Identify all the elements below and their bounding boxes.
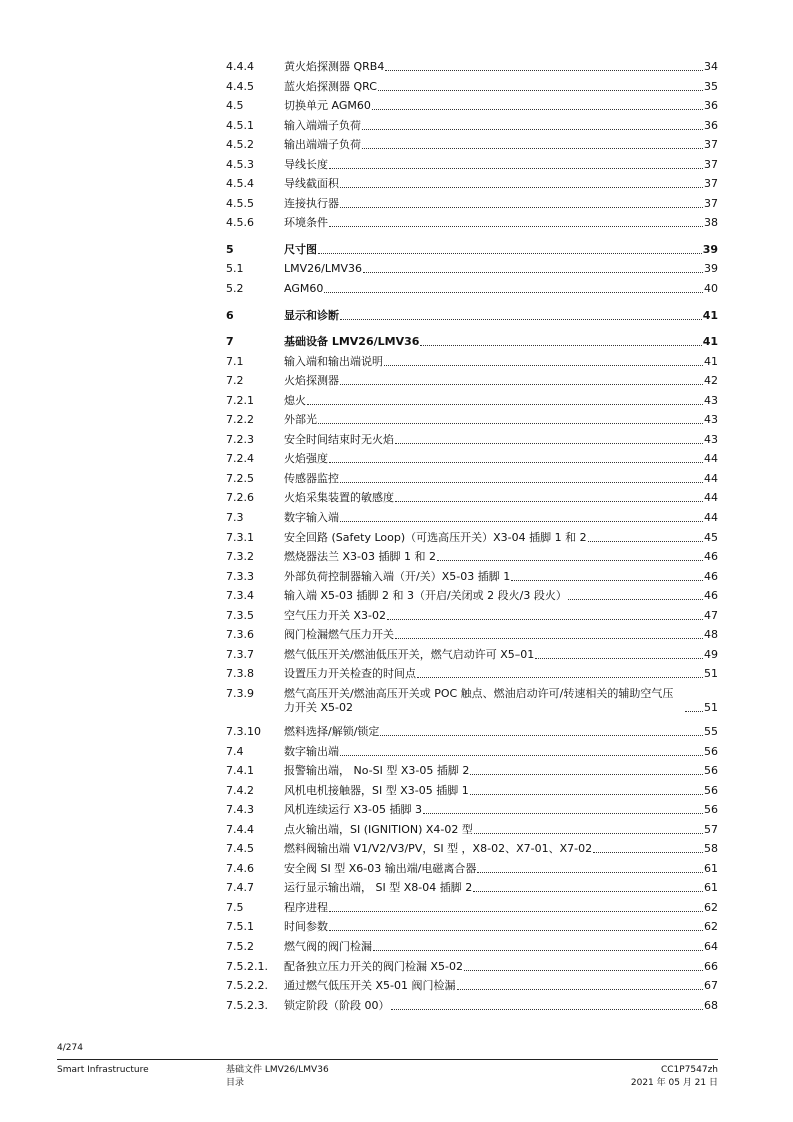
toc-section-number: 7.3.3	[226, 569, 254, 583]
toc-section-number: 7.5.2.1.	[226, 959, 268, 973]
toc-page-number: 37	[704, 157, 718, 171]
toc-section-title: 通过燃气低压开关 X5-01 阀门检漏	[284, 979, 456, 993]
toc-entry[interactable]	[226, 77, 718, 97]
toc-entry[interactable]	[226, 332, 718, 352]
toc-page-number: 56	[704, 783, 718, 797]
toc-entry[interactable]	[226, 567, 718, 587]
toc-entry[interactable]	[226, 606, 718, 626]
toc-page-number: 57	[704, 822, 718, 836]
toc-section-title: 熄火	[284, 393, 306, 407]
toc-section-number: 4.5.2	[226, 138, 254, 152]
toc-section-number: 5.1	[226, 262, 244, 276]
toc-page-number: 44	[704, 452, 718, 466]
toc-section-number: 4.5.6	[226, 216, 254, 230]
toc-entry[interactable]	[226, 528, 718, 548]
footer-document-id: CC1P7547zh	[660, 1065, 718, 1075]
toc-entry[interactable]	[226, 449, 718, 469]
toc-entry[interactable]	[226, 937, 718, 957]
toc-dot-leader	[329, 226, 703, 227]
toc-section-title: 设置压力开关检查的时间点	[284, 667, 416, 681]
toc-dot-leader	[417, 677, 703, 678]
toc-section-title: 锁定阶段（阶段 00）	[284, 998, 390, 1012]
toc-dot-leader	[340, 755, 703, 756]
toc-page-number: 37	[704, 138, 718, 152]
toc-section-number: 7.4.7	[226, 881, 254, 895]
toc-section-title: 蓝火焰探测器 QRC	[284, 79, 377, 93]
toc-section-title: 燃料选择/解锁/锁定	[284, 724, 380, 738]
footer-document-title: 基础文件 LMV26/LMV36	[226, 1065, 329, 1075]
toc-page-number: 35	[704, 79, 718, 93]
toc-page-number: 36	[704, 118, 718, 132]
toc-section-title: 显示和诊断	[284, 308, 339, 322]
toc-section-title: 配备独立压力开关的阀门检漏 X5-02	[284, 959, 463, 973]
toc-section-title: 运行显示输出端， SI 型 X8-04 插脚 2	[284, 881, 473, 895]
toc-section-number: 7.4	[226, 744, 244, 758]
toc-page-number: 36	[704, 99, 718, 113]
toc-page-number: 34	[704, 60, 718, 73]
toc-dot-leader	[593, 852, 703, 853]
toc-entry[interactable]	[226, 547, 718, 567]
toc-page-number: 62	[704, 920, 718, 934]
footer-divider	[57, 1059, 718, 1060]
toc-section-number: 4.5.4	[226, 177, 254, 191]
toc-dot-leader	[340, 384, 703, 385]
toc-section-number: 7.2.3	[226, 432, 254, 446]
toc-dot-leader	[470, 774, 703, 775]
toc-entry[interactable]	[226, 371, 718, 391]
toc-section-title: 燃气阀的阀门检漏	[284, 939, 372, 953]
toc-section-number: 5.2	[226, 282, 244, 296]
toc-dot-leader	[395, 501, 703, 502]
toc-section-title: 火焰探测器	[284, 374, 339, 388]
toc-dot-leader	[340, 319, 702, 320]
toc-page-number: 67	[704, 979, 718, 993]
toc-dot-leader	[423, 813, 703, 814]
toc-page-number: 41	[702, 335, 718, 349]
toc-dot-leader	[340, 521, 703, 522]
footer-section: 目录	[226, 1078, 245, 1088]
toc-dot-leader	[477, 872, 703, 873]
toc-page-number: 56	[704, 744, 718, 758]
toc-section-title: 外部负荷控制器输入端（开/关）X5-03 插脚 1	[284, 569, 511, 583]
toc-dot-leader	[385, 70, 703, 71]
toc-dot-leader	[340, 482, 703, 483]
toc-entry[interactable]	[226, 96, 718, 116]
toc-section-title: AGM60	[284, 282, 324, 296]
toc-section-title: 黄火焰探测器 QRB4	[284, 60, 385, 73]
toc-page-number: 64	[704, 939, 718, 953]
toc-section-title: 输入端 X5-03 插脚 2 和 3（开启/关闭或 2 段火/3 段火）	[284, 589, 567, 603]
table-of-contents	[226, 57, 718, 1015]
toc-section-number: 7.3.6	[226, 628, 254, 642]
toc-section-title: 环境条件	[284, 216, 328, 230]
toc-section-number: 7.2.4	[226, 452, 254, 466]
toc-page-number: 51	[704, 667, 718, 681]
toc-dot-leader	[329, 930, 703, 931]
toc-section-title: 外部光	[284, 413, 317, 427]
toc-dot-leader	[372, 109, 703, 110]
toc-section-number: 4.5.5	[226, 196, 254, 210]
toc-section-number: 7.3.8	[226, 667, 254, 681]
toc-section-number: 7.2.2	[226, 413, 254, 427]
toc-entry[interactable]	[226, 57, 718, 77]
toc-page-number: 43	[704, 432, 718, 446]
page-number: 4/274	[57, 1043, 83, 1053]
toc-entry[interactable]	[226, 742, 718, 762]
toc-entry[interactable]	[226, 820, 718, 840]
toc-section-number: 7.4.3	[226, 803, 254, 817]
toc-section-number: 7.2.6	[226, 491, 254, 505]
toc-section-title: 基础设备 LMV26/LMV36	[284, 335, 420, 349]
toc-entry[interactable]	[226, 410, 718, 430]
toc-page-number: 61	[704, 861, 718, 875]
toc-entry[interactable]	[226, 352, 718, 372]
toc-page-number: 61	[704, 881, 718, 895]
toc-section-number: 4.5.1	[226, 118, 254, 132]
toc-entry[interactable]	[226, 135, 718, 155]
toc-entry[interactable]	[226, 430, 718, 450]
toc-section-number: 7.2	[226, 374, 244, 388]
toc-dot-leader	[588, 541, 703, 542]
toc-entry[interactable]	[226, 800, 718, 820]
toc-entry[interactable]	[226, 488, 718, 508]
toc-section-number: 7.2.1	[226, 393, 254, 407]
toc-entry[interactable]	[226, 996, 718, 1016]
toc-dot-leader	[362, 148, 703, 149]
toc-section-title: 连接执行器	[284, 196, 339, 210]
toc-dot-leader	[387, 619, 703, 620]
toc-dot-leader	[473, 891, 703, 892]
toc-section-number: 7.5	[226, 900, 244, 914]
toc-page-number: 41	[704, 354, 718, 368]
toc-section-number: 7	[226, 335, 234, 349]
toc-dot-leader	[318, 423, 703, 424]
toc-section-title: 导线长度	[284, 157, 328, 171]
toc-section-title: 风机连续运行 X3-05 插脚 3	[284, 803, 422, 817]
toc-entry[interactable]	[226, 194, 718, 214]
toc-page-number: 55	[704, 724, 718, 738]
toc-page-number: 42	[704, 374, 718, 388]
toc-page-number: 43	[704, 393, 718, 407]
toc-section-number: 7.2.5	[226, 471, 254, 485]
toc-section-title: 传感器监控	[284, 471, 339, 485]
toc-entry[interactable]	[226, 240, 718, 260]
toc-entry[interactable]	[226, 898, 718, 918]
toc-section-number: 7.3	[226, 511, 244, 525]
toc-section-title: 燃气低压开关/燃油低压开关，燃气启动许可 X5–01	[284, 647, 535, 661]
toc-dot-leader	[457, 989, 704, 990]
toc-entry[interactable]	[226, 684, 718, 722]
toc-entry[interactable]	[226, 664, 718, 684]
toc-page-number: 39	[702, 242, 718, 256]
footer-date: 2021 年 05 月 21 日	[630, 1078, 718, 1088]
toc-page-number: 47	[704, 608, 718, 622]
toc-entry[interactable]	[226, 213, 718, 233]
toc-entry[interactable]	[226, 859, 718, 879]
toc-dot-leader	[437, 560, 703, 561]
toc-section-title: 燃烧器法兰 X3-03 插脚 1 和 2	[284, 550, 436, 564]
toc-section-number: 7.4.2	[226, 783, 254, 797]
toc-section-number: 7.4.5	[226, 842, 254, 856]
toc-page-number: 51	[704, 700, 718, 714]
toc-dot-leader	[685, 711, 703, 712]
toc-page-number: 49	[704, 647, 718, 661]
toc-section-title: 输入端端子负荷	[284, 118, 361, 132]
toc-entry[interactable]	[226, 645, 718, 665]
toc-section-title: 输出端端子负荷	[284, 138, 361, 152]
toc-entry[interactable]	[226, 155, 718, 175]
toc-entry[interactable]	[226, 917, 718, 937]
toc-dot-leader	[535, 658, 703, 659]
toc-section-number: 7.3.7	[226, 647, 254, 661]
toc-entry[interactable]	[226, 259, 718, 279]
toc-section-number: 4.4.4	[226, 60, 254, 73]
toc-section-number: 7.4.4	[226, 822, 254, 836]
toc-page-number: 46	[704, 589, 718, 603]
toc-section-title: 点火输出端，SI (IGNITION) X4-02 型	[284, 822, 473, 836]
toc-page-number: 40	[704, 282, 718, 296]
toc-dot-leader	[340, 187, 703, 188]
toc-entry[interactable]	[226, 391, 718, 411]
toc-dot-leader	[395, 638, 703, 639]
toc-entry[interactable]	[226, 781, 718, 801]
toc-page-number: 46	[704, 569, 718, 583]
toc-section-number: 7.3.10	[226, 724, 261, 738]
toc-section-number: 4.4.5	[226, 79, 254, 93]
toc-section-number: 7.3.5	[226, 608, 254, 622]
toc-section-title: 火焰采集装置的敏感度	[284, 491, 394, 505]
toc-section-title: 空气压力开关 X3-02	[284, 608, 386, 622]
toc-section-title: 风机电机接触器，SI 型 X3-05 插脚 1	[284, 783, 469, 797]
toc-dot-leader	[363, 272, 703, 273]
toc-section-title: 安全时间结束时无火焰	[284, 432, 394, 446]
toc-section-number: 7.1	[226, 354, 244, 368]
toc-section-number: 7.3.9	[226, 686, 254, 700]
toc-section-title: 尺寸图	[284, 242, 317, 256]
toc-dot-leader	[340, 207, 703, 208]
toc-entry[interactable]	[226, 586, 718, 606]
toc-section-title: 燃料阀输出端 V1/V2/V3/PV，SI 型 ，X8-02、X7-01、X7-02	[284, 842, 593, 856]
toc-section-number: 7.5.2.2.	[226, 979, 268, 993]
toc-dot-leader	[464, 970, 703, 971]
toc-entry[interactable]	[226, 469, 718, 489]
toc-section-number: 7.4.6	[226, 861, 254, 875]
toc-section-number: 7.5.2.3.	[226, 998, 268, 1012]
toc-section-number: 7.3.2	[226, 550, 254, 564]
toc-section-title: 输入端和输出端说明	[284, 354, 383, 368]
toc-page-number: 62	[704, 900, 718, 914]
footer-company: Smart Infrastructure	[57, 1065, 149, 1075]
toc-section-title: 数字输出端	[284, 744, 339, 758]
toc-section-number: 4.5.3	[226, 157, 254, 171]
toc-entry[interactable]	[226, 279, 718, 299]
toc-page-number: 44	[704, 511, 718, 525]
toc-dot-leader	[380, 735, 703, 736]
toc-dot-leader	[384, 365, 703, 366]
toc-dot-leader	[373, 950, 703, 951]
toc-section-title: LMV26/LMV36	[284, 262, 362, 276]
toc-entry[interactable]	[226, 306, 718, 326]
toc-dot-leader	[329, 911, 703, 912]
toc-dot-leader	[395, 443, 703, 444]
toc-section-title: 程序进程	[284, 900, 328, 914]
toc-dot-leader	[474, 833, 703, 834]
toc-section-title: 阀门检漏燃气压力开关	[284, 628, 394, 642]
toc-page-number: 56	[704, 803, 718, 817]
toc-entry[interactable]	[226, 722, 718, 742]
toc-dot-leader	[511, 580, 703, 581]
toc-entry[interactable]	[226, 761, 718, 781]
toc-page-number: 39	[704, 262, 718, 276]
toc-page-number: 43	[704, 413, 718, 427]
toc-dot-leader	[568, 599, 703, 600]
toc-page-number: 44	[704, 471, 718, 485]
toc-entry[interactable]	[226, 625, 718, 645]
toc-dot-leader	[324, 292, 703, 293]
toc-section-title: 安全回路 (Safety Loop)（可选高压开关）X3-04 插脚 1 和 2	[284, 530, 587, 544]
toc-section-number: 7.3.1	[226, 530, 254, 544]
toc-page-number: 68	[704, 998, 718, 1012]
toc-page-number: 48	[704, 628, 718, 642]
toc-dot-leader	[318, 253, 702, 254]
toc-section-number: 6	[226, 308, 234, 322]
toc-page-number: 45	[704, 530, 718, 544]
toc-entry[interactable]	[226, 839, 718, 859]
toc-section-title: 安全阀 SI 型 X6-03 输出端/电磁离合器	[284, 861, 477, 875]
toc-dot-leader	[362, 129, 703, 130]
toc-entry[interactable]	[226, 878, 718, 898]
toc-page-number: 37	[704, 177, 718, 191]
toc-page-number: 38	[704, 216, 718, 230]
toc-dot-leader	[391, 1009, 704, 1010]
toc-section-title: 燃气高压开关/燃油高压开关或 POC 触点、燃油启动许可/转速相关的辅助空气压力开关 X5-02	[284, 686, 674, 714]
toc-page-number: 46	[704, 550, 718, 564]
toc-entry[interactable]	[226, 957, 718, 977]
toc-section-title: 时间参数	[284, 920, 328, 934]
toc-section-title: 切换单元 AGM60	[284, 99, 371, 113]
toc-dot-leader	[307, 404, 703, 405]
toc-dot-leader	[329, 462, 703, 463]
toc-dot-leader	[470, 794, 703, 795]
toc-dot-leader	[420, 345, 701, 346]
toc-page-number: 37	[704, 196, 718, 210]
toc-dot-leader	[329, 168, 703, 169]
toc-page-number: 41	[702, 308, 718, 322]
toc-page-number: 58	[704, 842, 718, 856]
toc-entry[interactable]	[226, 174, 718, 194]
toc-page-number: 56	[704, 764, 718, 778]
toc-section-number: 5	[226, 242, 234, 256]
toc-section-title: 导线截面积	[284, 177, 339, 191]
toc-section-title: 数字输入端	[284, 511, 339, 525]
toc-dot-leader	[378, 90, 703, 91]
toc-section-number: 4.5	[226, 99, 244, 113]
toc-entry[interactable]	[226, 116, 718, 136]
toc-section-title: 报警输出端， No-SI 型 X3-05 插脚 2	[284, 764, 470, 778]
toc-section-number: 7.5.2	[226, 939, 254, 953]
toc-section-number: 7.3.4	[226, 589, 254, 603]
toc-section-title: 火焰强度	[284, 452, 328, 466]
toc-section-number: 7.4.1	[226, 764, 254, 778]
toc-entry[interactable]	[226, 508, 718, 528]
toc-page-number: 44	[704, 491, 718, 505]
toc-page-number: 66	[704, 959, 718, 973]
toc-entry[interactable]	[226, 976, 718, 996]
toc-section-number: 7.5.1	[226, 920, 254, 934]
